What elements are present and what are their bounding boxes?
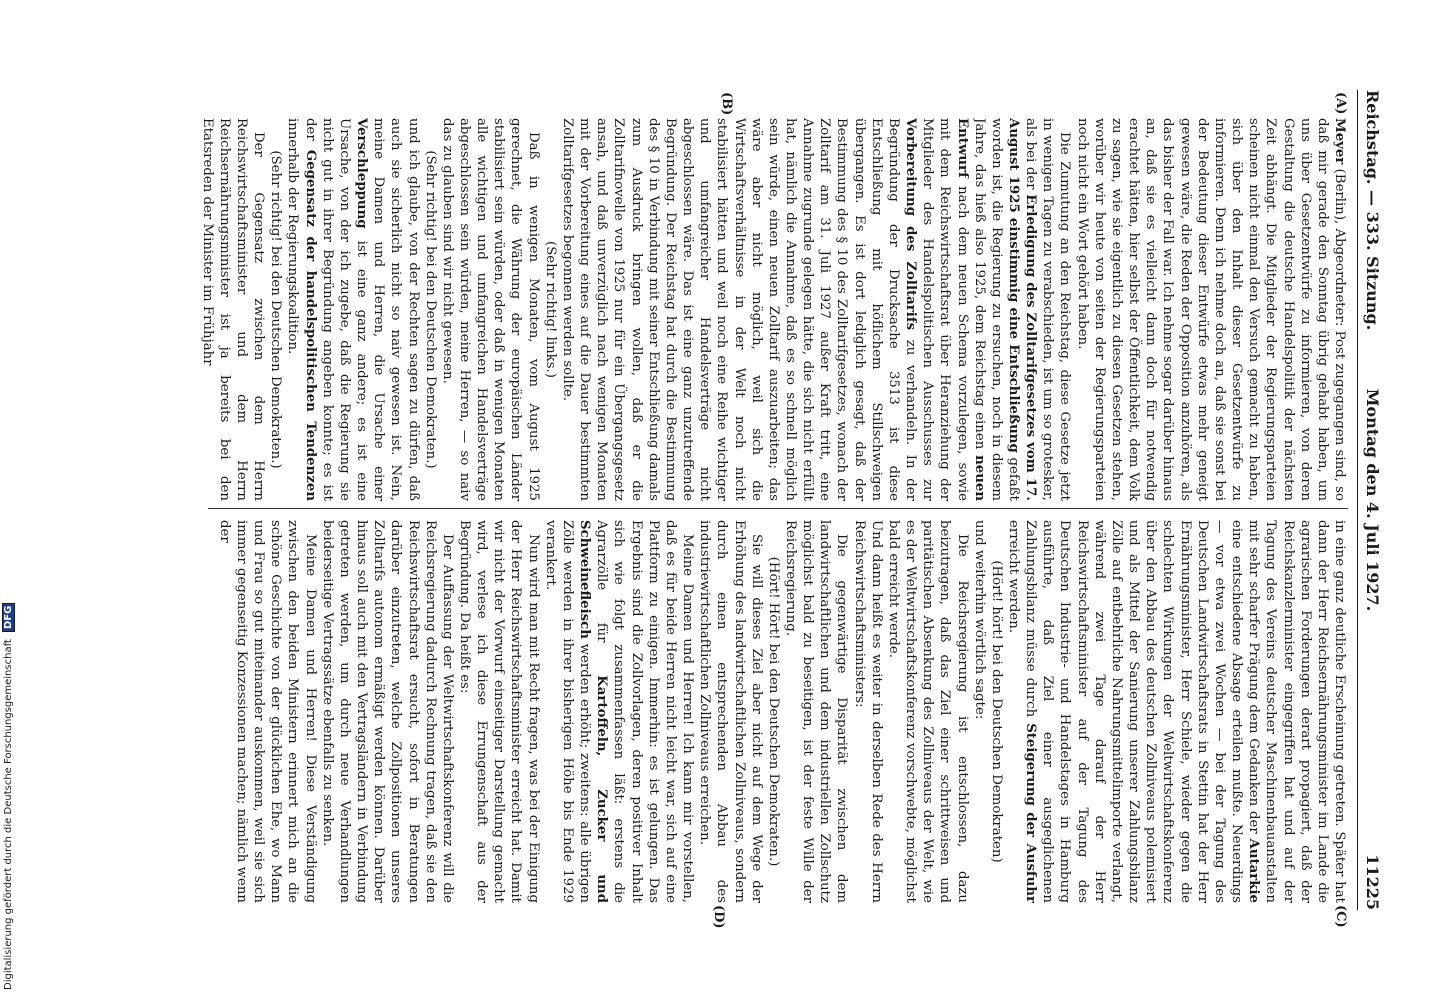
header-date: Montag den 4. Juli 1927. bbox=[1363, 388, 1382, 612]
paragraph: Der Gegensatz zwischen dem Herrn Reichswirtschaftsminister und dem Herrn Reichsernährungsminister ist ja bereits bei den Etatsreden der Minister im Frühjahr bbox=[199, 118, 267, 501]
interjection: (Hört! Hört! bei den Deutschen Demokraten.) bbox=[765, 556, 781, 867]
quote: Die Reichsregierung ist entschlossen, dazu beizutragen, daß das Ziel einer schrittweisen und paritätischen Absenkung des Zollniveaus der Welt, wie es der Weltwirtschaftskonferenz vorschwebte, möglichst bald erreicht werde. bbox=[885, 520, 970, 903]
credit-text: Digitalisierung gefördert durch die Deutsche Forschungsgemeinschaft bbox=[3, 639, 14, 990]
quote: Der Auffassung der Weltwirtschaftskonferenz will die Reichsregierung dadurch Rechnung tragen, daß sie den Reichswirtschaftsrat ersucht, sofort in Beratungen darüber einzutreten, welche Zollpositionen unseres Zolltarifs autonom ermäßigt werden können. Darüber hinaus soll auch mit den Vertragsländern in Verbindung getreten werden, um durch neue Verhandlungen beiderseitige Vertragssätze ebenfalls zu senken. bbox=[319, 520, 455, 903]
paragraph: Daß in wenigen Monaten, vom August 1925 gerechnet, die Währung der europäischen Länder stabilisiert sein würden, oder daß in wenigen Monaten alle wichtigen und umfangreichen Handelsverträge abgeschlossen sein würden, meine Herren, — so naiv das zu glauben sind wir nicht gewesen. bbox=[439, 118, 541, 501]
paragraph bbox=[542, 520, 696, 903]
header-page-number: 11225 bbox=[1363, 854, 1382, 910]
interjection: (Sehr richtig! bei den Deutschen Demokraten.) bbox=[268, 150, 284, 469]
paragraph bbox=[559, 118, 1074, 501]
paragraph-text: und ich glaube, von der Rechten sagen zu dürfen, daß auch sie sicherlich nicht so naiv gewesen ist. Nein, meine Damen und Herren, die Ursache einer bbox=[371, 118, 421, 501]
margin-marker-b: (B) bbox=[719, 92, 734, 116]
bold-text: Kartoffeln, Zucker und Schweinefleisch bbox=[577, 520, 610, 903]
paragraph-text: nach dem neuen Schema vorzulegen, sowie mit dem Reichswirtschaftsrat über Heranziehung der Mitglieder des Handelspolitischen Ausschusses zur bbox=[920, 118, 970, 501]
interjection: (Sehr richtig! links.) bbox=[542, 241, 558, 378]
quote: Die gegenwärtige Disparität zwischen dem landwirtschaftlichen und dem industriellen Zollschutz möglichst bald zu beseitigen, ist der feste Wille der Reichsregierung. bbox=[783, 520, 850, 903]
digitization-credit bbox=[2, 0, 16, 1000]
bold-text: Verschleppung bbox=[354, 118, 370, 229]
dfg-logo[interactable]: DFG bbox=[2, 603, 15, 632]
interjection: (Sehr richtig! bei den Deutschen Demokraten.) bbox=[422, 150, 438, 469]
page-header bbox=[1357, 90, 1382, 910]
paragraph-text: ist eine ganz andere; es ist eine Ursache, von der ich zugebe, daß die Regierung sie nicht gut in ihrer Begründung angeben konnte; es ist der bbox=[302, 118, 370, 501]
right-column bbox=[158, 520, 1348, 903]
margin-marker-d: (D) bbox=[711, 905, 726, 929]
paragraph-text: erreicht werden. bbox=[1006, 520, 1022, 634]
paragraph-text: innerhalb der Regierungskoalition. bbox=[285, 118, 301, 355]
paragraph-text: in eine ganz deutliche Erscheinung getreten. Später hat dann der Herr Reichsernährungsminister im Lande die agrarischen Forderungen derart propagiert, daß der Reichskanzlerminister eingegriffen hat und auf der Tagung des Vereins deutscher Maschinenbauanstalten mit sehr scharfer Prägung dem Gedanken der bbox=[1246, 520, 1347, 903]
bold-text: Autarkie bbox=[1246, 838, 1262, 903]
column-divider bbox=[208, 508, 1348, 509]
bold-text: Gegensatz der handelspolitischen Tendenzen bbox=[302, 149, 318, 501]
paragraph bbox=[1005, 520, 1348, 903]
paragraph: und weiterhin wörtlich sagte: bbox=[971, 520, 987, 720]
paragraph-text: gefaßt worden ist, die Regierung zu ersuchen, noch in diesem Jahre, das hieß also 1925, dem Reichstag einen bbox=[971, 118, 1022, 501]
paragraph-text: Meine Damen und Herren! Ich kann mir vorstellen, daß es für beide Herren nicht leicht war, sich auf eine Plattform zu einigen. Immerhin: es ist gelungen. Das Ergebnis sind die Zollvorlagen, deren positiver Inhalt sich wie folgt zusammenfassen läßt: erstens die Agrarzölle für bbox=[594, 520, 696, 903]
speaker-note: (Berlin), Abgeordneter: bbox=[1332, 168, 1347, 327]
paragraph: Nun wird man mit Recht fragen, was bei der Einigung der Herr Reichswirtschaftsminister erreicht hat. Damit wir nicht der Vorwurf einseitiger Darstellung gemacht wird, verlese ich diese Errungenschaft aus der Begründung. Da heißt es: bbox=[457, 520, 541, 903]
quote: Sie will dieses Ziel aber nicht auf dem Wege der Erhöhung des landwirtschaftlichen Zollniveaus, sondern durch einen entsprechenden Abbau des industriewirtschaftlichen Zollniveaus erreichen. bbox=[697, 520, 764, 903]
interjection: (Hört! hört! bei den Deutschen Demokraten) bbox=[988, 560, 1004, 863]
paragraph-text: zu verhandeln. In der Begründung der Drucksache 3513 ist diese Entschließung mit höflichem Stillschweigen übergangen. Es ist dort lediglich gesagt, daß der Bestimmung des § 10 des Zolltarifgesetzes, wonach der Zolltarif am 31. Juli 1927 außer Kraft tritt, eine Annahme zugrunde gelegen hätte, die sich nicht erfüllt hat, nämlich die Annahme, daß es so schnell möglich sein würde, einen neuen Zolltarif auszuarbeiten; das wäre aber nicht möglich, weil sich die Wirtschaftsverhältnisse in der Welt noch nicht stabilisiert hätten und weil noch eine Reihe wichtiger und umfangreicher Handelsverträge nicht abgeschlossen wäre. Das ist eine ganz unzutreffende Begründung. Der Reichstag hat durch die Bestimmung des § 10 in Verbindung mit seiner Entschließung damals zum Ausdruck bringen wollen, daß er die Zolltarifnovelle von 1925 nur für ein Übergangsgesetz ansah, und daß unverzüglich nach wenigen Monaten mit der Vorbereitung eines auf die Dauer bestimmten Zolltarifgesetzes begonnen werden sollte. bbox=[559, 118, 919, 501]
paragraph-text: eine entschiedene Absage erteilen mußte. Neuerdings — vor etwa zwei Wochen — bei der Tagung des Deutschen Landwirtschaftsrats in Stettin hat der Herr Ernährungsminister, Herr Schiele, wieder gegen die schlechten Wirkungen der Weltwirtschaftskonferenz über den Abbau des deutschen Zollniveaus polemisiert und als Mittel der Sanierung unserer Zahlungsbilanz Zölle auf entbehrliche Nahrungsmittelimporte verlangt, während zwei Tage darauf der Herr Reichswirtschaftsminister auf der Tagung des Deutschen Industrie- und Handelstages in Hamburg ausführte, daß Ziel einer ausgeglichenen Zahlungsbilanz müsse durch bbox=[1023, 520, 1245, 903]
paragraph: Und dann heißt es weiter in derselben Rede des Herrn Reichswirtschaftsministers: bbox=[851, 520, 884, 903]
paragraph-text: Post zugegangen sind, so daß mir gerade den Sonntag übrig gehabt haben, um uns über Gesetzentwürfe zu informieren, von deren Gestaltung die deutsche Handelspolitik der nächsten Zeit abhängt. Die Mitglieder der Regierungsparteien scheinen nicht einmal den Versuch gemacht zu haben, sich über den Inhalt dieser Gesetzentwürfe zu informieren. Denn ich nehme doch an, daß sie sonst bei der Bedeutung dieser Entwürfe etwas mehr geneigt gewesen wäre, die Reden der Opposition anzuhören, als das bisher der Fall war. Ich nehme sogar darüber hinaus an, daß sie es vielleicht dann doch für notwendig erachtet hätten, hier selbst der Öffentlichkeit, dem Volk zu sagen, wie sie eigentlich zu diesen Gesetzen stehen, worüber wir heute von seiten der Regierungsparteien noch nicht ein Wort gehört haben. bbox=[1074, 118, 1347, 501]
paragraph bbox=[284, 118, 421, 501]
paragraph: Meine Damen und Herren! Diese Verständigung zwischen den beiden Ministern erinnert mich an die schöne Geschichte von der glücklichen Ehe, wo Mann und Frau so gut miteinander auskommen, weil sie sich immer gegenseitig Konzessionen machen; nämlich wenn der bbox=[216, 520, 318, 903]
bold-text: neuen Entwurf bbox=[954, 118, 987, 501]
margin-marker-c: (C) bbox=[1333, 905, 1348, 928]
header-session: Reichstag. — 333. Sitzung. bbox=[1363, 90, 1382, 331]
left-column bbox=[158, 118, 1348, 501]
bold-text: Vorbereitung des Zolltarifs bbox=[903, 118, 919, 331]
paragraph-text: Die Zumutung an den Reichstag, diese Gesetze jetzt in wenigen Tagen zu verabschieden, ist um so grotesker, als bei der bbox=[1023, 118, 1073, 501]
bold-text: Steigerung der Ausfuhr bbox=[1023, 723, 1039, 903]
bold-text: Erledigung des Zolltarifgesetzes vom 17. August 1925 einstimmig eine Entschließung bbox=[1006, 118, 1039, 501]
margin-marker-a: (A) bbox=[1333, 92, 1348, 115]
speaker-name: Meyer bbox=[1332, 118, 1347, 165]
paragraph-text: werden erhöht; zweitens: alle übrigen Zölle werden in ihrer bisherigen Höhe bis Ende 1929 verankert. bbox=[542, 520, 593, 903]
paragraph bbox=[1074, 118, 1349, 501]
